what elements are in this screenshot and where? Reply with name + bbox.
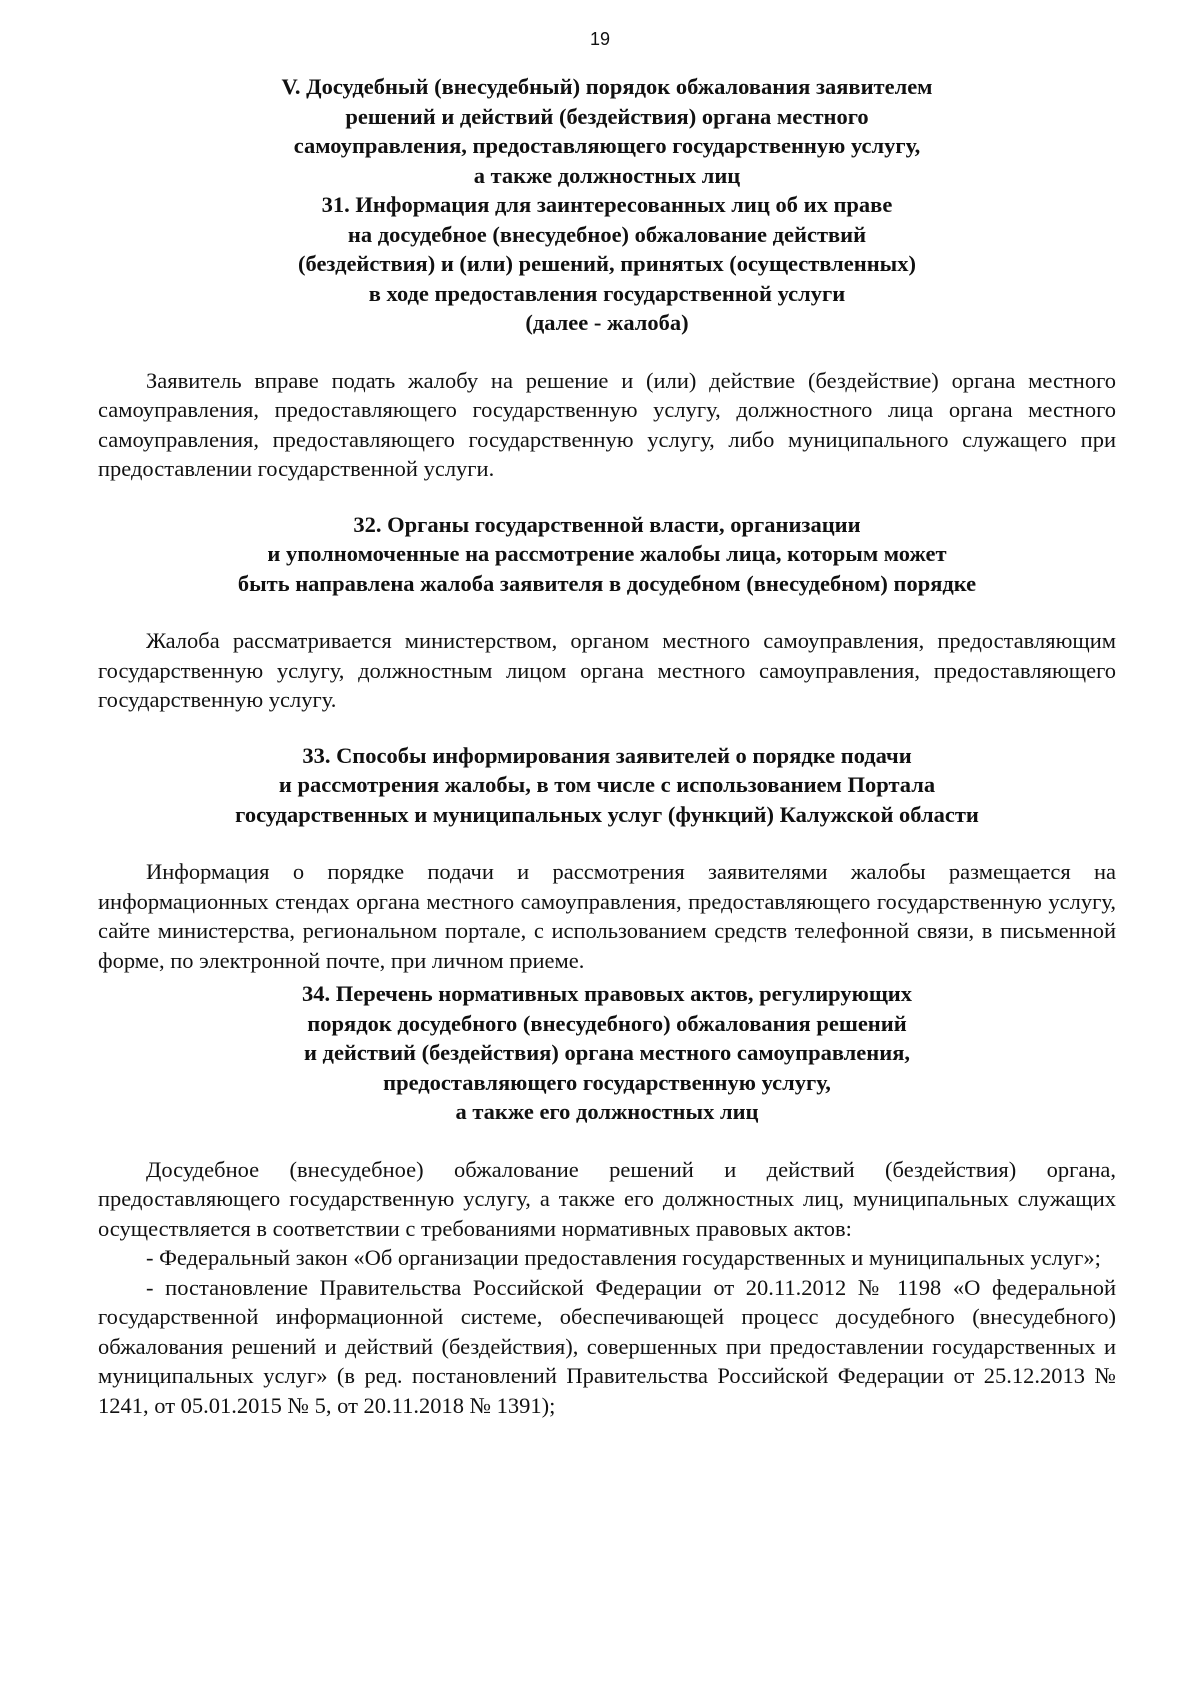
heading-line: а также должностных лиц — [473, 162, 741, 188]
section-31-paragraph: Заявитель вправе подать жалобу на решение и (или) действие (бездействие) органа местного самоуправления, предоставляющего государственную услугу, должностного лица органа местного самоуправления, предоставляющего государственную услугу, либо муниципального служащего при предоставлении государственной услуги. — [98, 367, 1116, 481]
heading-line: а также его должностных лиц — [455, 1099, 759, 1124]
heading-line: быть направлена жалоба заявителя в досудебном (внесудебном) порядке — [237, 570, 977, 596]
section-34-heading — [98, 979, 1116, 1127]
heading-line: самоуправления, предоставляющего государственную услугу, — [293, 133, 921, 158]
spacer — [98, 598, 1116, 626]
spacer — [98, 715, 1116, 741]
heading-line: на досудебное (внесудебное) обжалование действий — [347, 221, 867, 247]
spacer — [98, 829, 1116, 857]
spacer — [98, 338, 1116, 366]
section-5-heading — [98, 72, 1116, 190]
section-34-paragraph: Досудебное (внесудебное) обжалование решений и действий (бездействия) органа, предоставляющего государственную услугу, а также его должностных лиц, муниципальных служащих осуществляется в соответствии с требованиями нормативных правовых актов: — [98, 1156, 1116, 1241]
spacer — [98, 1127, 1116, 1155]
section-32-heading — [98, 510, 1116, 599]
heading-line: решений и действий (бездействия) органа местного — [345, 103, 869, 129]
section-32-paragraph: Жалоба рассматривается министерством, органом местного самоуправления, предоставляющим государственную услугу, должностным лицом органа местного самоуправления, предоставляющего государственную услугу. — [98, 628, 1116, 712]
heading-line: предоставляющего государственную услугу, — [383, 1069, 831, 1095]
document-body — [98, 72, 1116, 1420]
legal-act-list-item: - постановление Правительства Российской Федерации от 20.11.2012 № 1198 «О федеральной государственной информационной системе, обеспечивающей процесс досудебного (внесудебного) обжалования решений и действий (бездействия), совершенных при предоставлении государственных и муниципальных услуг» (в ред. постановлений Правительства Российской Федерации от 25.12.2013 № 1241, от 05.01.2015 № 5, от 20.11.2018 № 1391); — [98, 1274, 1116, 1418]
heading-line: 32. Органы государственной власти, организации — [353, 511, 861, 537]
heading-line: и действий (бездействия) органа местного самоуправления, — [303, 1040, 911, 1065]
heading-line: 33. Способы информирования заявителей о порядке подачи — [302, 742, 912, 768]
heading-line: 31. Информация для заинтересованных лиц об их праве — [321, 192, 893, 217]
heading-line: (далее - жалоба) — [525, 310, 689, 335]
section-33-paragraph: Информация о порядке подачи и рассмотрения заявителями жалобы размещается на информационных стендах органа местного самоуправления, предоставляющего государственную услугу, сайте министерства, региональном портале, с использованием средств телефонной связи, в письменной форме, по электронной почте, при личном приеме. — [98, 859, 1116, 973]
section-33-heading — [98, 741, 1116, 830]
heading-line: государственных и муниципальных услуг (функций) Калужской области — [235, 801, 979, 827]
heading-line: 34. Перечень нормативных правовых актов, регулирующих — [301, 981, 913, 1006]
heading-line: и рассмотрения жалобы, в том числе с использованием Портала — [278, 772, 936, 797]
page-number: 19 — [589, 29, 611, 49]
heading-line: V. Досудебный (внесудебный) порядок обжалования заявителем — [281, 74, 933, 99]
legal-act-list-item: - Федеральный закон «Об организации предоставления государственных и муниципальных услуг»; — [146, 1245, 1101, 1270]
heading-line: порядок досудебного (внесудебного) обжалования решений — [307, 1010, 907, 1036]
heading-line: (бездействия) и (или) решений, принятых (осуществленных) — [298, 251, 916, 276]
heading-line: и уполномоченные на рассмотрение жалобы лица, которым может — [267, 541, 947, 566]
spacer — [98, 484, 1116, 510]
section-31-heading — [98, 190, 1116, 338]
heading-line: в ходе предоставления государственной услуги — [368, 280, 846, 306]
